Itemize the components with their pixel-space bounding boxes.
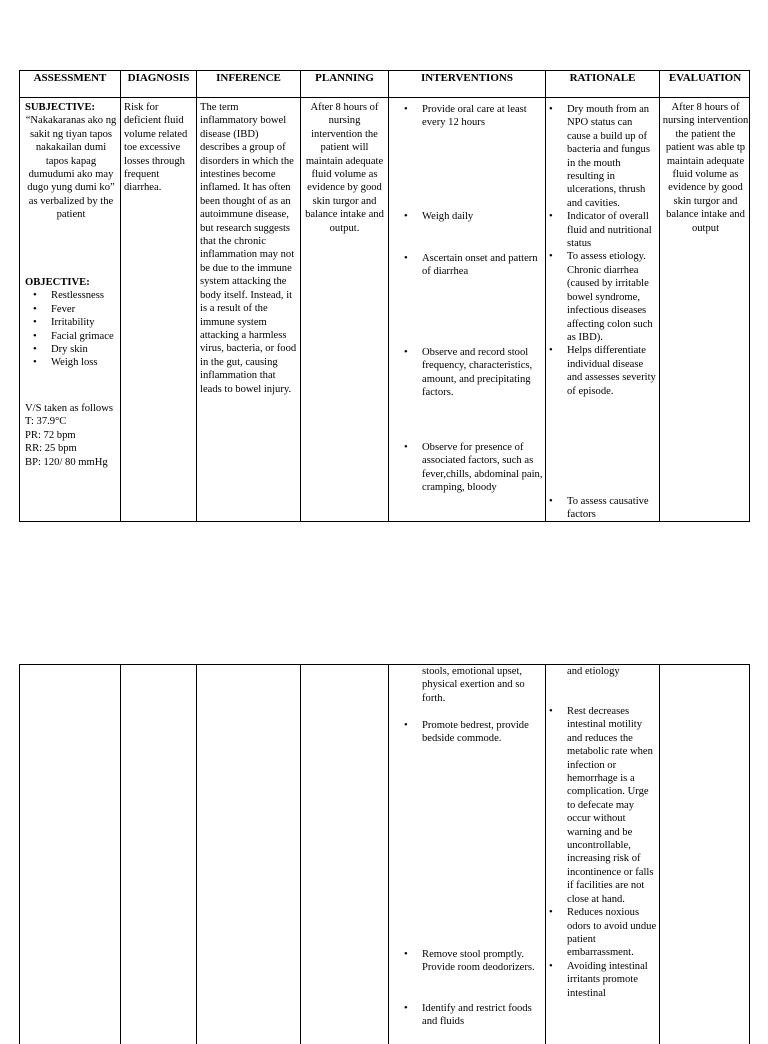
intervention-item: • Remove stool promptly. Provide room deodorizers. bbox=[422, 948, 544, 975]
interventions-cell-continued bbox=[396, 665, 544, 1044]
rationale-cell-continued bbox=[541, 665, 658, 1044]
rationale-item: • Indicator of overall fluid and nutritional status bbox=[567, 210, 658, 250]
list-item: • Weigh loss bbox=[51, 356, 117, 369]
list-item: • Dry skin bbox=[51, 343, 117, 356]
rationale-item: • Reduces noxious odors to avoid undue patient embarrassment. bbox=[567, 906, 658, 960]
vitals-intro: V/S taken as follows bbox=[25, 403, 113, 414]
rationale-item: • To assess etiology. Chronic diarrhea (caused by irritable bowel syndrome, infectious diseases affecting colon such as IBD). bbox=[567, 250, 658, 344]
header-diagnosis: DIAGNOSIS bbox=[127, 72, 190, 84]
objective-list bbox=[25, 289, 117, 369]
vital-signs bbox=[25, 402, 117, 469]
intervention-item: • Weigh daily bbox=[422, 210, 544, 223]
header-interventions: INTERVENTIONS bbox=[421, 72, 513, 84]
vital-respiration: RR: 25 bpm bbox=[25, 443, 77, 455]
assessment-cell bbox=[25, 101, 117, 521]
subjective-label: SUBJECTIVE: bbox=[25, 102, 96, 113]
column-divider bbox=[388, 71, 389, 521]
care-plan-table-page1 bbox=[19, 70, 750, 522]
care-plan-table-page2 bbox=[19, 664, 750, 1044]
column-divider bbox=[659, 665, 660, 1044]
rationale-item: • Rest decreases intestinal motility and reduces the metabolic rate when infection or hemorrhage is a complication. Urge to defecate may occur without warning and be uncontrollable, increasing risk of incontinence or falls if facilities are not close at hand. bbox=[567, 705, 658, 906]
rationale-item: • Helps differentiate individual disease and assesses severity of episode. bbox=[567, 344, 658, 398]
column-divider bbox=[196, 665, 197, 1044]
interventions-cell bbox=[396, 101, 544, 521]
list-item: • Restlessness bbox=[51, 289, 117, 302]
header-assessment: ASSESSMENT bbox=[33, 72, 107, 84]
rationale-item: • Dry mouth from an NPO status can cause a build up of bacteria and fungus in the mouth resulting in ulcerations, thrush and cavities. bbox=[567, 103, 658, 210]
rationale-cell bbox=[541, 101, 658, 521]
rationale-continuation: and etiology bbox=[567, 666, 620, 677]
vital-blood-pressure: BP: 120/ 80 mmHg bbox=[25, 456, 108, 468]
header-inference: INFERENCE bbox=[216, 72, 281, 84]
list-item: • Facial grimace bbox=[51, 330, 117, 343]
header-divider bbox=[20, 97, 749, 98]
subjective-text: “Nakakaranas ako ng sakit ng tiyan tapos nakakailan dumi tapos kapag dumudumi ako may dugo yung dumi ko” as verbalized by the patient bbox=[25, 115, 117, 221]
list-item: • Fever bbox=[51, 303, 117, 316]
column-divider bbox=[120, 71, 121, 521]
intervention-item: • Ascertain onset and pattern of diarrhea bbox=[422, 252, 544, 279]
vital-pulse: PR: 72 bpm bbox=[25, 429, 76, 441]
column-divider bbox=[300, 665, 301, 1044]
header-planning: PLANNING bbox=[315, 72, 374, 84]
column-divider bbox=[300, 71, 301, 521]
list-item: • Irritability bbox=[51, 316, 117, 329]
intervention-continuation: stools, emotional upset, physical exertion and so forth. bbox=[422, 666, 525, 704]
evaluation-text: After 8 hours of nursing intervention the patient the patient was able tp maintain adequate fluid volume as evidence by good skin turgor and balance intake and output bbox=[662, 102, 749, 234]
column-divider bbox=[120, 665, 121, 1044]
rationale-item: • Avoiding intestinal irritants promote intestinal bbox=[567, 960, 658, 1000]
vital-temperature: T: 37.9°C bbox=[25, 416, 67, 428]
inference-text: The term inflammatory bowel disease (IBD) describes a group of disorders in which the intestines become inflamed. It has often been thought of as an autoimmune disease, but research suggests that the chronic inflammation may not be due to the immune system attacking the body itself. Instead, it is a result of the immune system attacking a harmless virus, bacteria, or food in the gut, causing inflammation that leads to bowel injury. bbox=[200, 102, 297, 395]
column-divider bbox=[388, 665, 389, 1044]
header-evaluation: EVALUATION bbox=[668, 72, 742, 84]
column-divider bbox=[196, 71, 197, 521]
column-divider bbox=[659, 71, 660, 521]
header-rationale: RATIONALE bbox=[569, 72, 636, 84]
intervention-item: • Promote bedrest, provide bedside commode. bbox=[422, 719, 544, 746]
planning-text: After 8 hours of nursing intervention the patient will maintain adequate fluid volume as evidence by good skin turgor and balance intake and output. bbox=[305, 102, 384, 234]
diagnosis-text: Risk for deficient fluid volume related toe excessive losses through frequent diarrhea. bbox=[124, 102, 188, 194]
intervention-item: • Provide oral care at least every 12 hours bbox=[422, 103, 544, 130]
intervention-item: • Identify and restrict foods and fluids bbox=[422, 1002, 544, 1029]
rationale-item: • To assess causative factors bbox=[567, 495, 658, 521]
intervention-item: • Observe and record stool frequency, characteristics, amount, and precipitating factors. bbox=[422, 346, 544, 400]
intervention-item: • Observe for presence of associated factors, such as fever,chills, abdominal pain, cramping, bloody bbox=[422, 441, 544, 495]
objective-label: OBJECTIVE: bbox=[25, 277, 90, 288]
